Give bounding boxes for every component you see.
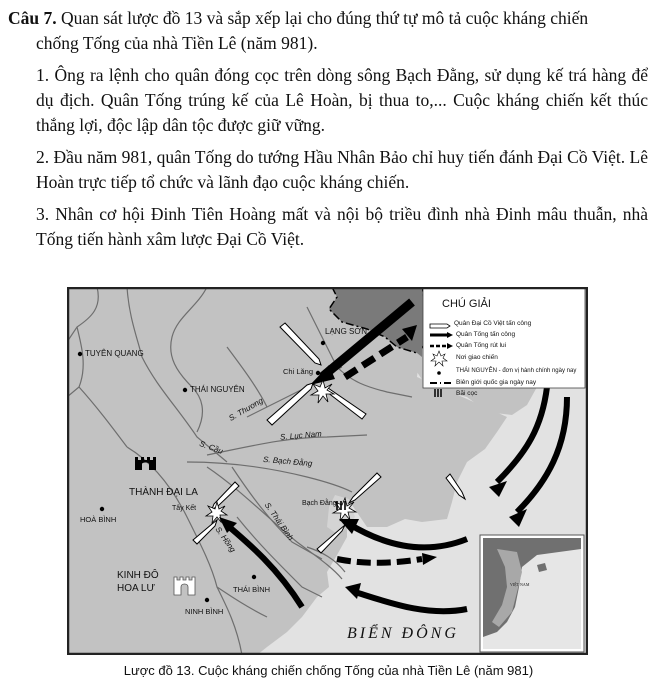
place-tay-ket: Tây Kết — [172, 505, 197, 512]
river-luc-nam: S. Lục Nam — [279, 429, 323, 442]
question-prompt-line2: chống Tống của nhà Tiền Lê (năm 981). — [36, 33, 318, 53]
legend-item-label: Quân Đại Cồ Việt tấn công — [454, 320, 532, 327]
place-thai-nguyen: THÁI NGUYÊN — [190, 385, 245, 394]
place-chi-lang: Chi Lăng — [283, 367, 314, 376]
statement-2: 2. Đầu năm 981, quân Tống do tướng Hầu Nhân Bảo chỉ huy tiến đánh Đại Cồ Việt. Lê Hoàn trực tiếp tổ chức và lãnh đạo cuộc kháng chiến. — [36, 147, 648, 192]
map-caption: Lược đồ 13. Cuộc kháng chiến chống Tống của nhà Tiền Lê (năm 981) — [123, 663, 534, 678]
place-hoa-binh: HOÀ BÌNH — [80, 515, 117, 524]
legend-item-label: Quân Tống rút lui — [456, 342, 507, 349]
place-bach-dang: Bạch Đằng — [302, 500, 337, 507]
river-hong: S. Hồng — [213, 525, 238, 554]
place-thai-binh: THÁI BÌNH — [233, 585, 271, 594]
legend-item-label: THÁI NGUYÊN - đơn vị hành chính ngày nay — [456, 368, 577, 374]
river-cau: S. Cầu — [198, 439, 225, 456]
question-number: Câu 7. — [8, 8, 57, 28]
battle-map — [67, 287, 588, 655]
legend-item-label: Bãi cọc — [456, 390, 478, 397]
place-thanh-dai-la: THÀNH ĐẠI LA — [129, 487, 198, 498]
legend-title: CHÚ GIẢI — [442, 298, 491, 310]
place-kinh-do — [117, 569, 159, 595]
legend-item-label: Quân Tống tấn công — [456, 331, 516, 338]
inset-label: VIỆT NAM — [510, 582, 530, 587]
place-ninh-binh: NINH BÌNH — [185, 607, 224, 616]
legend-item-label: Nơi giao chiến — [456, 354, 498, 361]
river-thai-binh: S. Thái Bình — [262, 500, 296, 543]
legend-item-label: Biên giới quốc gia ngày nay — [456, 379, 537, 386]
statement-1: 1. Ông ra lệnh cho quân đóng cọc trên dòng sông Bạch Đằng, sử dụng kế trá hàng để dụ địch. Quân Tống trúng kế của Lê Hoàn, bị thua to,... Cuộc kháng chiến kết thúc thắng lợi, độc lập dân tộc được giữ vững. — [36, 65, 648, 135]
place-tuyen-quang: TUYÊN QUANG — [85, 349, 144, 358]
river-bach-dang: S. Bạch Đằng — [262, 454, 313, 469]
place-lang-son: LẠNG SƠN — [325, 327, 367, 336]
question-prompt-line1: Quan sát lược đồ 13 và sắp xếp lại cho đúng thứ tự mô tả cuộc kháng chiến — [61, 8, 589, 28]
river-thuong: S. Thương — [227, 396, 265, 423]
hoa-lu-label: HOA LƯ — [117, 583, 155, 594]
sea-label: BIỂN ĐÔNG — [347, 625, 459, 642]
question-block — [8, 6, 648, 252]
question-prompt — [8, 6, 648, 31]
kinh-do-label: KINH ĐÔ — [117, 570, 159, 581]
statement-3: 3. Nhân cơ hội Đinh Tiên Hoàng mất và nội bộ triều đình nhà Đinh mâu thuẫn, nhà Tống tiến hành xâm lược Đại Cồ Việt. — [36, 204, 648, 249]
